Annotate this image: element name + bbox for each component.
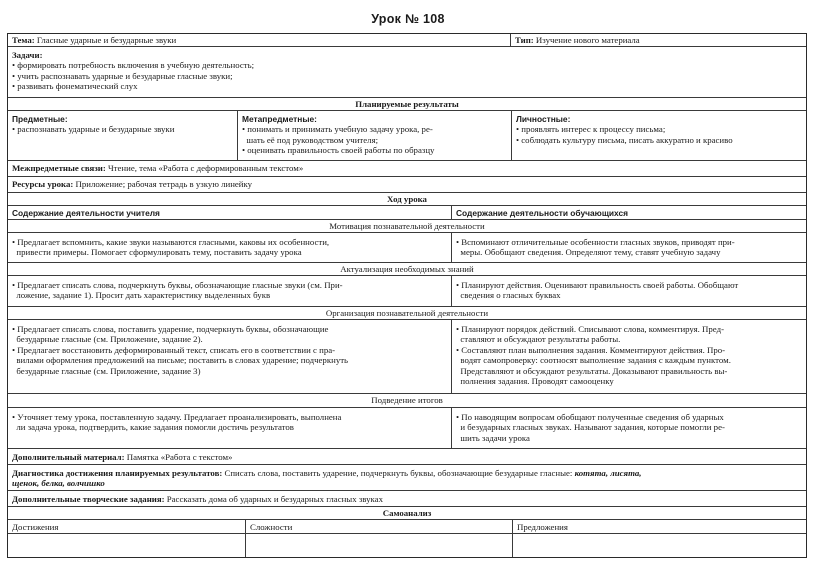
planned-results-heading-row [8, 98, 806, 111]
planned-results-heading: Планируемые результаты [355, 99, 459, 109]
diagnostics-words: щенок, белка, волчишко [12, 478, 105, 489]
teacher-activity-line: вилами оформления предложений на письме; поставить в словах ударение; подчеркнуть [12, 355, 349, 366]
self-analysis-heading: Самоанализ [382, 508, 432, 518]
personal-result-item: • соблюдать культуру письма, писать аккуратно и красиво [516, 134, 733, 145]
diagnostics-label: Диагностика достижения планируемых результатов: [12, 468, 223, 478]
meta-results-label: Метапредметные: [242, 114, 317, 124]
subject-results-label: Предметные: [12, 114, 68, 124]
stage-title-row [8, 220, 806, 233]
achievements-cell[interactable] [8, 534, 245, 557]
topic-value: Гласные ударные и безударные звуки [36, 35, 177, 45]
diagnostics-words: котята, лисята, [574, 468, 642, 478]
resources-row [8, 177, 806, 193]
personal-result-item: • проявлять интерес к процессу письма; [516, 124, 666, 135]
subject-result-item: • распознавать ударные и безударные звуки [12, 124, 175, 135]
self-analysis-empty-row [8, 534, 806, 557]
student-activity-line: • Составляют план выполнения задания. Комментируют действия. Про- [456, 344, 726, 355]
lesson-flow-heading-row [8, 193, 806, 206]
topic-label: Тема: [12, 35, 35, 45]
stage-title-row [8, 394, 806, 408]
stage-title: Актуализация необходимых знаний [340, 264, 474, 274]
student-activity-line: • Планируют порядок действий. Списывают слова, комментируя. Пред- [456, 324, 725, 334]
interdisciplinary-label: Межпредметные связи: [12, 163, 106, 173]
diagnostics-value: Списать слова, поставить ударение, подчеркнуть буквы, обозначающие безударные гласные: [224, 468, 573, 478]
interdisciplinary-value: Чтение, тема «Работа с деформированным текстом» [107, 163, 304, 173]
creative-tasks-value: Рассказать дома об ударных и безударных гласных звуках [166, 494, 383, 504]
student-activity-line: шить задачи урока [456, 432, 530, 443]
student-activity-line: • Планируют действия. Оценивают правильность своей работы. Обобщают [456, 280, 739, 290]
student-activity-line: ставляют и обсуждают результаты работы. [456, 334, 621, 345]
achievements-column: Достижения [12, 522, 59, 532]
meta-result-item: шать её под руководством учителя; [242, 134, 379, 145]
stage-content-row [8, 233, 806, 263]
tasks-label: Задачи: [12, 50, 43, 60]
stage-title: Мотивация познавательной деятельности [329, 221, 485, 231]
planned-results-row [8, 111, 806, 161]
diagnostics-row [8, 465, 806, 491]
lesson-flow-heading: Ход урока [387, 194, 427, 204]
suggestions-cell[interactable] [512, 534, 806, 557]
stage-content-row [8, 320, 806, 394]
teacher-activity-line: • Уточняет тему урока, поставленную задачу. Предлагает проанализировать, выполнена [12, 412, 342, 422]
teacher-activity-line: • Предлагает вспомнить, какие звуки называются гласными, каковы их особенности, [12, 237, 330, 247]
student-activity-line: сведения о гласных буквах [456, 290, 561, 301]
personal-results-label: Личностные: [516, 114, 571, 124]
difficulties-cell[interactable] [245, 534, 512, 557]
student-activity-line: полнения задания. Проводят самооценку [456, 376, 614, 387]
stage-content-row [8, 276, 806, 307]
meta-result-item: • оценивать правильность своей работы по образцу [242, 145, 435, 156]
type-label: Тип: [515, 35, 534, 45]
teacher-activity-line: привести примеры. Помогает сформулировать тему, поставить задачу урока [12, 247, 302, 258]
resources-label: Ресурсы урока: [12, 179, 74, 189]
student-activity-line: Представляют и обсуждают результаты. Доказывают правильность вы- [456, 365, 728, 376]
creative-tasks-label: Дополнительные творческие задания: [12, 494, 165, 504]
stage-title: Подведение итогов [371, 395, 443, 405]
stage-title-row [8, 263, 806, 276]
teacher-activity-line: • Предлагает восстановить деформированный текст, списать его в соответствии с пра- [12, 344, 336, 355]
student-activity-line: и безударных гласных звуках. Называют задания, которые помогли ре- [456, 422, 725, 433]
teacher-activity-line: ложение, задание 1). Просит дать характеристику выделенных букв [12, 290, 271, 301]
extra-material-row [8, 449, 806, 465]
creative-tasks-row [8, 491, 806, 507]
resources-value: Приложение; рабочая тетрадь в узкую линейку [75, 179, 253, 189]
stage-content-row [8, 408, 806, 449]
student-activity-line: • По наводящим вопросам обобщают полученные сведения об ударных [456, 412, 724, 422]
meta-result-item: • понимать и принимать учебную задачу урока, ре- [242, 124, 433, 135]
lesson-plan-table [7, 33, 807, 558]
task-item: • развивать фонематический слух [12, 81, 138, 92]
tasks-row [8, 47, 806, 98]
extra-material-value: Памятка «Работа с текстом» [126, 452, 233, 462]
suggestions-column: Предложения [512, 520, 806, 533]
interdisciplinary-row [8, 161, 806, 177]
topic-row [8, 34, 806, 47]
stage-title: Организация познавательной деятельности [325, 308, 489, 318]
type-value: Изучение нового материала [535, 35, 640, 45]
task-item: • формировать потребность включения в учебную деятельность; [12, 60, 255, 71]
student-column-header: Содержание деятельности обучающихся [451, 206, 806, 219]
teacher-activity-line: безударные гласные (см. Приложение, задание 3) [12, 365, 201, 376]
task-item: • учить распознавать ударные и безударные гласные звуки; [12, 70, 233, 81]
student-activity-line: меры. Обобщают сведения. Определяют тему, ставят учебную задачу [456, 247, 721, 258]
student-activity-line: • Вспоминают отличительные особенности гласных звуков, приводят при- [456, 237, 735, 247]
self-analysis-heading-row [8, 507, 806, 520]
teacher-activity-line: • Предлагает списать слова, подчеркнуть буквы, обозначающие гласные звуки (см. При- [12, 280, 343, 290]
student-activity-line: водят самопроверку: соотносят выполнение задания с каждым пунктом. [456, 355, 731, 366]
difficulties-column: Сложности [245, 520, 512, 533]
self-analysis-columns-row [8, 520, 806, 534]
lesson-flow-columns-row [8, 206, 806, 220]
teacher-activity-line: ли задача урока, подтвердить, какие задания помогли достичь результатов [12, 422, 294, 433]
lesson-title: Урок № 108 [371, 12, 445, 26]
extra-material-label: Дополнительный материал: [12, 452, 125, 462]
teacher-column-header: Содержание деятельности учителя [12, 208, 160, 218]
teacher-activity-line: • Предлагает списать слова, поставить ударение, подчеркнуть буквы, обозначающие [12, 324, 329, 334]
teacher-activity-line: безударные гласные (см. Приложение, задание 2). [12, 334, 203, 345]
stage-title-row [8, 307, 806, 320]
